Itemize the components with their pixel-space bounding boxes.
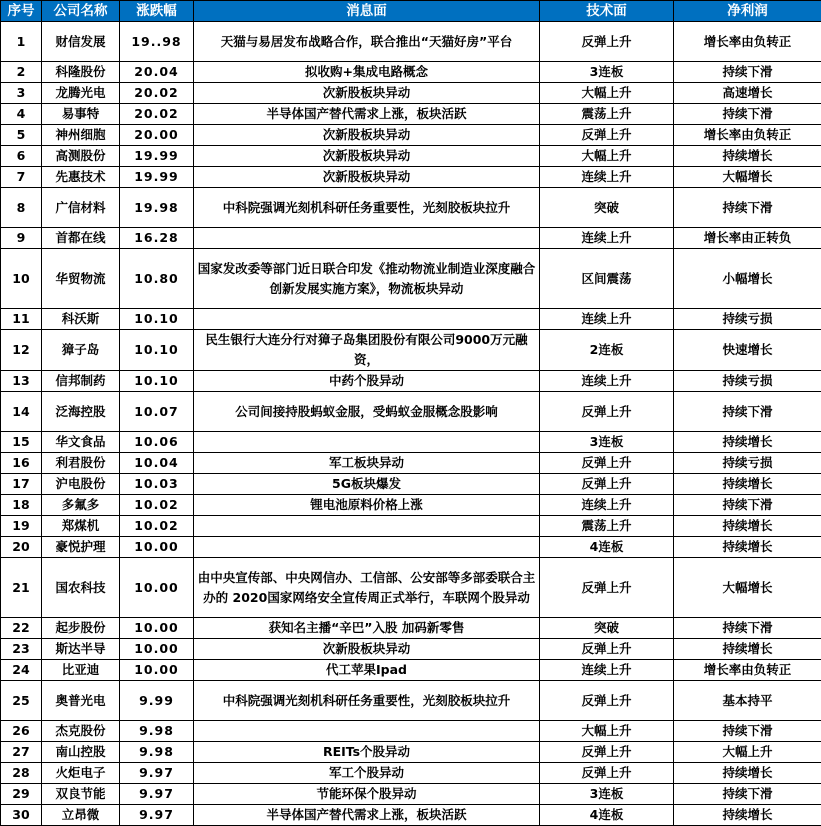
cell-no: 12 [1, 330, 42, 371]
cell-profit: 持续增长 [674, 639, 821, 660]
cell-tech: 大幅上升 [540, 146, 674, 167]
header-company: 公司名称 [42, 1, 120, 22]
table-row [1, 639, 821, 660]
cell-no: 30 [1, 805, 42, 826]
cell-profit: 小幅增长 [674, 249, 821, 309]
cell-tech: 大幅上升 [540, 721, 674, 742]
cell-profit: 持续增长 [674, 474, 821, 495]
cell-news: 节能环保个股异动 [194, 784, 540, 805]
cell-profit: 大幅上升 [674, 742, 821, 763]
header-no: 序号 [1, 1, 42, 22]
header-change: 涨跌幅 [120, 1, 194, 22]
cell-profit: 持续下滑 [674, 721, 821, 742]
cell-no: 22 [1, 618, 42, 639]
cell-company: 多氟多 [42, 495, 120, 516]
cell-company: 华文食品 [42, 432, 120, 453]
cell-tech: 连续上升 [540, 495, 674, 516]
cell-no: 26 [1, 721, 42, 742]
cell-company: 杰克股份 [42, 721, 120, 742]
cell-change: 9.97 [120, 763, 194, 784]
cell-profit: 持续增长 [674, 537, 821, 558]
cell-profit: 大幅增长 [674, 167, 821, 188]
table-row [1, 784, 821, 805]
table-row [1, 228, 821, 249]
cell-news: 由中央宣传部、中央网信办、工信部、公安部等多部委联合主办的 2020国家网络安全宣传周正式举行，车联网个股异动 [194, 558, 540, 618]
cell-company: 起步股份 [42, 618, 120, 639]
table-row [1, 453, 821, 474]
cell-change: 19..98 [120, 22, 194, 62]
cell-profit: 持续下滑 [674, 392, 821, 432]
cell-company: 广信材料 [42, 188, 120, 228]
cell-change: 9.97 [120, 784, 194, 805]
cell-company: 神州细胞 [42, 125, 120, 146]
cell-no: 2 [1, 62, 42, 83]
cell-no: 10 [1, 249, 42, 309]
cell-no: 19 [1, 516, 42, 537]
cell-no: 17 [1, 474, 42, 495]
cell-change: 10.80 [120, 249, 194, 309]
cell-tech: 反弹上升 [540, 763, 674, 784]
cell-no: 29 [1, 784, 42, 805]
cell-tech: 大幅上升 [540, 83, 674, 104]
cell-no: 6 [1, 146, 42, 167]
cell-change: 20.02 [120, 104, 194, 125]
cell-tech: 3连板 [540, 432, 674, 453]
cell-change: 10.00 [120, 558, 194, 618]
cell-tech: 反弹上升 [540, 742, 674, 763]
cell-no: 16 [1, 453, 42, 474]
cell-change: 10.03 [120, 474, 194, 495]
cell-profit: 持续亏损 [674, 309, 821, 330]
cell-change: 20.00 [120, 125, 194, 146]
cell-profit: 高速增长 [674, 83, 821, 104]
cell-news [194, 228, 540, 249]
cell-company: 南山控股 [42, 742, 120, 763]
cell-news: 次新股板块异动 [194, 167, 540, 188]
cell-change: 10.02 [120, 516, 194, 537]
table-row [1, 763, 821, 784]
cell-company: 沪电股份 [42, 474, 120, 495]
cell-profit: 增长率由负转正 [674, 125, 821, 146]
cell-change: 10.02 [120, 495, 194, 516]
cell-tech: 震荡上升 [540, 516, 674, 537]
cell-news: 5G板块爆发 [194, 474, 540, 495]
cell-no: 18 [1, 495, 42, 516]
cell-news: 次新股板块异动 [194, 146, 540, 167]
cell-change: 9.99 [120, 681, 194, 721]
table-row [1, 330, 821, 371]
cell-change: 19.99 [120, 167, 194, 188]
cell-no: 27 [1, 742, 42, 763]
cell-no: 23 [1, 639, 42, 660]
cell-news: 军工个股异动 [194, 763, 540, 784]
cell-company: 斯达半导 [42, 639, 120, 660]
cell-change: 9.98 [120, 721, 194, 742]
table-row [1, 167, 821, 188]
table-header-row [1, 1, 821, 22]
cell-no: 21 [1, 558, 42, 618]
cell-profit: 持续下滑 [674, 188, 821, 228]
cell-change: 10.00 [120, 660, 194, 681]
cell-news [194, 537, 540, 558]
cell-company: 奥普光电 [42, 681, 120, 721]
cell-change: 10.00 [120, 537, 194, 558]
cell-news: 中科院强调光刻机科研任务重要性，光刻胶板块拉升 [194, 188, 540, 228]
cell-profit: 持续增长 [674, 432, 821, 453]
cell-news: 次新股板块异动 [194, 639, 540, 660]
cell-profit: 基本持平 [674, 681, 821, 721]
cell-company: 易事特 [42, 104, 120, 125]
cell-tech: 反弹上升 [540, 558, 674, 618]
cell-no: 13 [1, 371, 42, 392]
cell-news: REITs个股异动 [194, 742, 540, 763]
cell-change: 16.28 [120, 228, 194, 249]
cell-change: 19.99 [120, 146, 194, 167]
cell-no: 24 [1, 660, 42, 681]
table-row [1, 371, 821, 392]
cell-tech: 3连板 [540, 784, 674, 805]
cell-news: 中药个股异动 [194, 371, 540, 392]
cell-news: 军工板块异动 [194, 453, 540, 474]
cell-profit: 持续下滑 [674, 62, 821, 83]
cell-change: 20.04 [120, 62, 194, 83]
cell-news: 天猫与易居发布战略合作，联合推出“天猫好房”平台 [194, 22, 540, 62]
cell-no: 14 [1, 392, 42, 432]
cell-tech: 震荡上升 [540, 104, 674, 125]
cell-news [194, 432, 540, 453]
cell-company: 双良节能 [42, 784, 120, 805]
cell-profit: 大幅增长 [674, 558, 821, 618]
table-row [1, 249, 821, 309]
cell-company: 泛海控股 [42, 392, 120, 432]
table-row [1, 537, 821, 558]
cell-news [194, 516, 540, 537]
cell-profit: 持续增长 [674, 805, 821, 826]
cell-tech: 反弹上升 [540, 681, 674, 721]
cell-profit: 持续下滑 [674, 495, 821, 516]
cell-no: 15 [1, 432, 42, 453]
cell-tech: 突破 [540, 618, 674, 639]
table-row [1, 309, 821, 330]
cell-company: 华贸物流 [42, 249, 120, 309]
cell-news: 国家发改委等部门近日联合印发《推动物流业制造业深度融合创新发展实施方案》，物流板块异动 [194, 249, 540, 309]
cell-tech: 反弹上升 [540, 474, 674, 495]
cell-change: 10.00 [120, 639, 194, 660]
table-row [1, 83, 821, 104]
cell-company: 立昂微 [42, 805, 120, 826]
cell-no: 4 [1, 104, 42, 125]
table-row [1, 558, 821, 618]
table-row [1, 660, 821, 681]
table-row [1, 146, 821, 167]
cell-tech: 反弹上升 [540, 22, 674, 62]
cell-company: 獐子岛 [42, 330, 120, 371]
cell-tech: 连续上升 [540, 228, 674, 249]
cell-profit: 持续下滑 [674, 104, 821, 125]
table-row [1, 22, 821, 62]
cell-no: 3 [1, 83, 42, 104]
cell-no: 28 [1, 763, 42, 784]
cell-company: 财信发展 [42, 22, 120, 62]
table-row [1, 618, 821, 639]
cell-profit: 增长率由负转正 [674, 660, 821, 681]
cell-profit: 持续下滑 [674, 784, 821, 805]
cell-company: 信邦制药 [42, 371, 120, 392]
cell-news: 锂电池原料价格上涨 [194, 495, 540, 516]
cell-profit: 增长率由正转负 [674, 228, 821, 249]
cell-profit: 持续增长 [674, 763, 821, 784]
cell-news: 半导体国产替代需求上涨，板块活跃 [194, 104, 540, 125]
cell-company: 比亚迪 [42, 660, 120, 681]
cell-tech: 区间震荡 [540, 249, 674, 309]
table-row [1, 516, 821, 537]
header-news: 消息面 [194, 1, 540, 22]
cell-change: 10.10 [120, 371, 194, 392]
cell-company: 先惠技术 [42, 167, 120, 188]
table-row [1, 188, 821, 228]
table-row [1, 432, 821, 453]
cell-no: 9 [1, 228, 42, 249]
table-row [1, 681, 821, 721]
cell-company: 豪悦护理 [42, 537, 120, 558]
cell-change: 9.98 [120, 742, 194, 763]
cell-profit: 持续亏损 [674, 371, 821, 392]
header-tech: 技术面 [540, 1, 674, 22]
cell-change: 10.00 [120, 618, 194, 639]
cell-tech: 反弹上升 [540, 392, 674, 432]
table-row [1, 104, 821, 125]
cell-news [194, 309, 540, 330]
table-row [1, 495, 821, 516]
table-row [1, 805, 821, 826]
cell-news: 获知名主播“辛巴”入股 加码新零售 [194, 618, 540, 639]
cell-news: 公司间接持股蚂蚁金服，受蚂蚁金服概念股影响 [194, 392, 540, 432]
table-row [1, 392, 821, 432]
cell-tech: 2连板 [540, 330, 674, 371]
cell-no: 11 [1, 309, 42, 330]
cell-change: 20.02 [120, 83, 194, 104]
cell-company: 火炬电子 [42, 763, 120, 784]
cell-tech: 突破 [540, 188, 674, 228]
cell-change: 19.98 [120, 188, 194, 228]
cell-change: 10.10 [120, 309, 194, 330]
cell-change: 10.10 [120, 330, 194, 371]
cell-company: 首都在线 [42, 228, 120, 249]
cell-news: 中科院强调光刻机科研任务重要性，光刻胶板块拉升 [194, 681, 540, 721]
cell-no: 5 [1, 125, 42, 146]
cell-change: 10.07 [120, 392, 194, 432]
cell-tech: 反弹上升 [540, 639, 674, 660]
cell-company: 龙腾光电 [42, 83, 120, 104]
cell-news: 半导体国产替代需求上涨，板块活跃 [194, 805, 540, 826]
cell-profit: 持续增长 [674, 146, 821, 167]
cell-tech: 连续上升 [540, 309, 674, 330]
cell-profit: 持续亏损 [674, 453, 821, 474]
cell-change: 10.06 [120, 432, 194, 453]
table-row [1, 474, 821, 495]
cell-change: 9.97 [120, 805, 194, 826]
cell-company: 国农科技 [42, 558, 120, 618]
cell-company: 科沃斯 [42, 309, 120, 330]
header-profit: 净利润 [674, 1, 821, 22]
cell-company: 高测股份 [42, 146, 120, 167]
cell-company: 利君股份 [42, 453, 120, 474]
cell-tech: 4连板 [540, 537, 674, 558]
cell-change: 10.04 [120, 453, 194, 474]
table-row [1, 721, 821, 742]
cell-tech: 连续上升 [540, 660, 674, 681]
cell-profit: 持续增长 [674, 516, 821, 537]
cell-tech: 4连板 [540, 805, 674, 826]
cell-profit: 持续下滑 [674, 618, 821, 639]
cell-company: 郑煤机 [42, 516, 120, 537]
cell-company: 科隆股份 [42, 62, 120, 83]
cell-tech: 3连板 [540, 62, 674, 83]
table-row [1, 62, 821, 83]
cell-tech: 连续上升 [540, 371, 674, 392]
cell-no: 25 [1, 681, 42, 721]
cell-news: 代工苹果Ipad [194, 660, 540, 681]
cell-tech: 连续上升 [540, 167, 674, 188]
cell-tech: 反弹上升 [540, 125, 674, 146]
cell-news [194, 721, 540, 742]
cell-news: 次新股板块异动 [194, 83, 540, 104]
cell-no: 8 [1, 188, 42, 228]
cell-news: 民生银行大连分行对獐子岛集团股份有限公司9000万元融资， [194, 330, 540, 371]
cell-no: 20 [1, 537, 42, 558]
cell-profit: 增长率由负转正 [674, 22, 821, 62]
cell-news: 次新股板块异动 [194, 125, 540, 146]
table-row [1, 125, 821, 146]
table-row [1, 742, 821, 763]
cell-no: 1 [1, 22, 42, 62]
cell-profit: 快速增长 [674, 330, 821, 371]
cell-news: 拟收购+集成电路概念 [194, 62, 540, 83]
cell-no: 7 [1, 167, 42, 188]
cell-tech: 反弹上升 [540, 453, 674, 474]
